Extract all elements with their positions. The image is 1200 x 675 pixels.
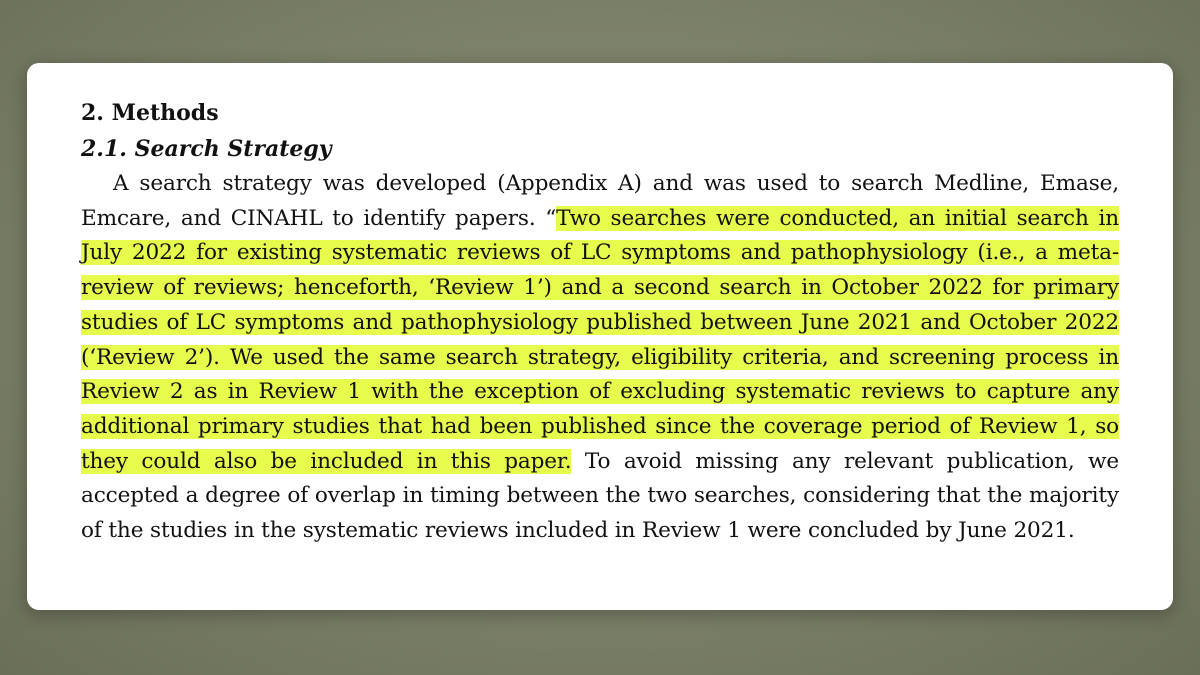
highlighted-text: Two searches were conducted, an initial search in July 2022 for existing systematic reviews of LC symptoms and pathophysiology (i.e., a meta-review of reviews; henceforth, ‘Review 1’) and a second search in October 2022 for primary studies of LC symptoms and pathophysiology published between June 2021 and October 2022 (‘Review 2’). We used the same search strategy, eligibility criteria, and screening process in Review 2 as in Review 1 with the exception of excluding systematic reviews to capture any additional primary studies that had been published since the coverage period of Review 1, so they could also be included in this paper. [81, 205, 1119, 474]
subsection-heading: 2.1. Search Strategy [81, 136, 332, 162]
document-card [27, 63, 1173, 610]
body-paragraph [81, 167, 1119, 549]
paragraph-lead-text: A search strategy was developed (Appendix A) and was used to search Medline, Emase, Emcare, and CINAHL to identify papers. “ [81, 171, 1119, 231]
paragraph-tail-text: To avoid missing any relevant publication, we accepted a degree of overlap in timing between the two searches, considering that the majority of the studies in the systematic reviews included in Review 1 were concluded by June 2021. [81, 448, 1119, 544]
section-heading: 2. Methods [81, 100, 219, 126]
